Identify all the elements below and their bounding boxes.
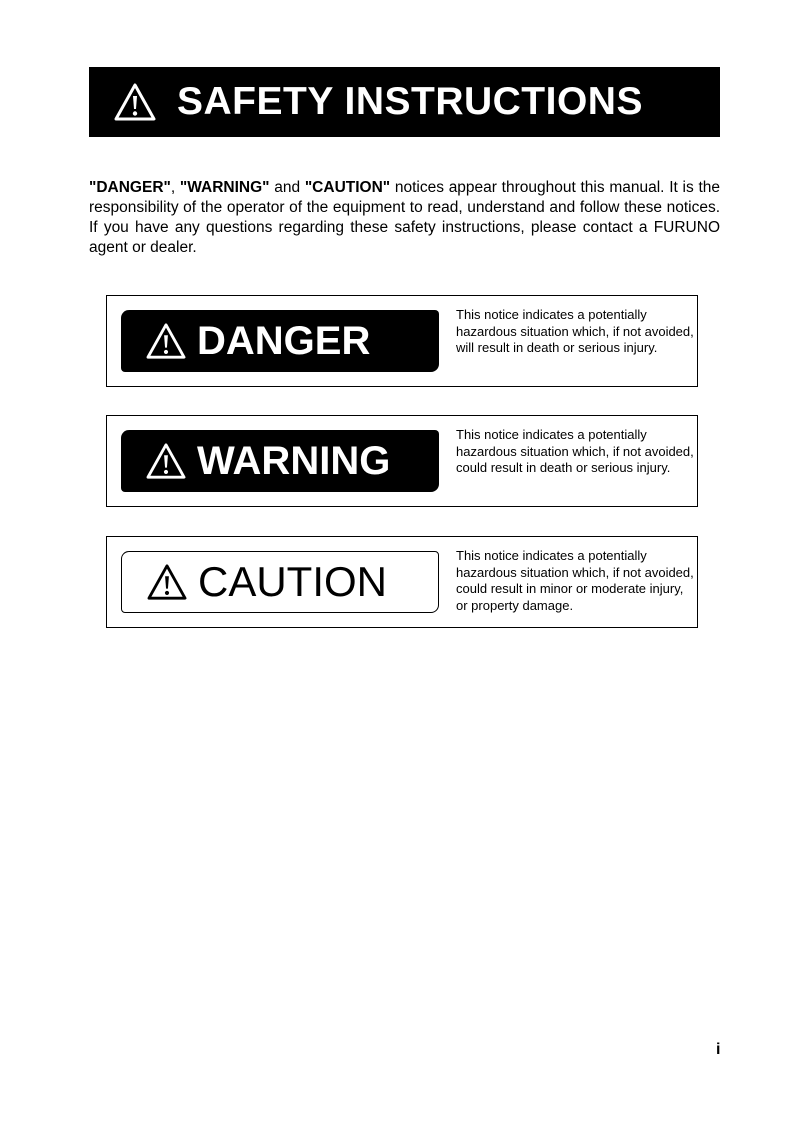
- warning-triangle-icon: [145, 322, 187, 360]
- page-title: SAFETY INSTRUCTIONS: [177, 80, 643, 123]
- danger-label: [121, 310, 439, 372]
- page-number: i: [716, 1041, 721, 1058]
- intro-body: notices appear throughout this manual. It is the responsibility of the operator of the equipment to read, understand and follow these notices. If you have any questions regarding these safety instructions, please contact a FURUNO agent or dealer.: [89, 179, 720, 256]
- title-banner: [89, 67, 720, 137]
- caution-term: "CAUTION": [304, 179, 391, 196]
- danger-term: "DANGER": [89, 179, 171, 196]
- intro-paragraph: [89, 178, 720, 258]
- intro-separator: ,: [170, 179, 180, 196]
- warning-triangle-icon: [145, 442, 187, 480]
- warning-triangle-icon: [146, 563, 188, 601]
- intro-separator: and: [269, 179, 305, 196]
- caution-notice: [106, 536, 698, 628]
- caution-label-text: CAUTION: [198, 558, 387, 605]
- caution-label: [121, 551, 439, 613]
- danger-notice: [106, 295, 698, 387]
- caution-description: This notice indicates a potentially hazardous situation which, if not avoided, could result in minor or moderate injury, or property damage.: [456, 548, 694, 613]
- warning-notice: [106, 415, 698, 507]
- warning-label: [121, 430, 439, 492]
- warning-label-text: WARNING: [197, 438, 391, 483]
- danger-label-text: DANGER: [197, 318, 371, 363]
- warning-description: This notice indicates a potentially hazardous situation which, if not avoided, could result in death or serious injury.: [456, 427, 694, 475]
- danger-description: This notice indicates a potentially hazardous situation which, if not avoided, will result in death or serious injury.: [456, 307, 694, 355]
- warning-term: "WARNING": [179, 179, 270, 196]
- warning-triangle-icon: [113, 82, 157, 122]
